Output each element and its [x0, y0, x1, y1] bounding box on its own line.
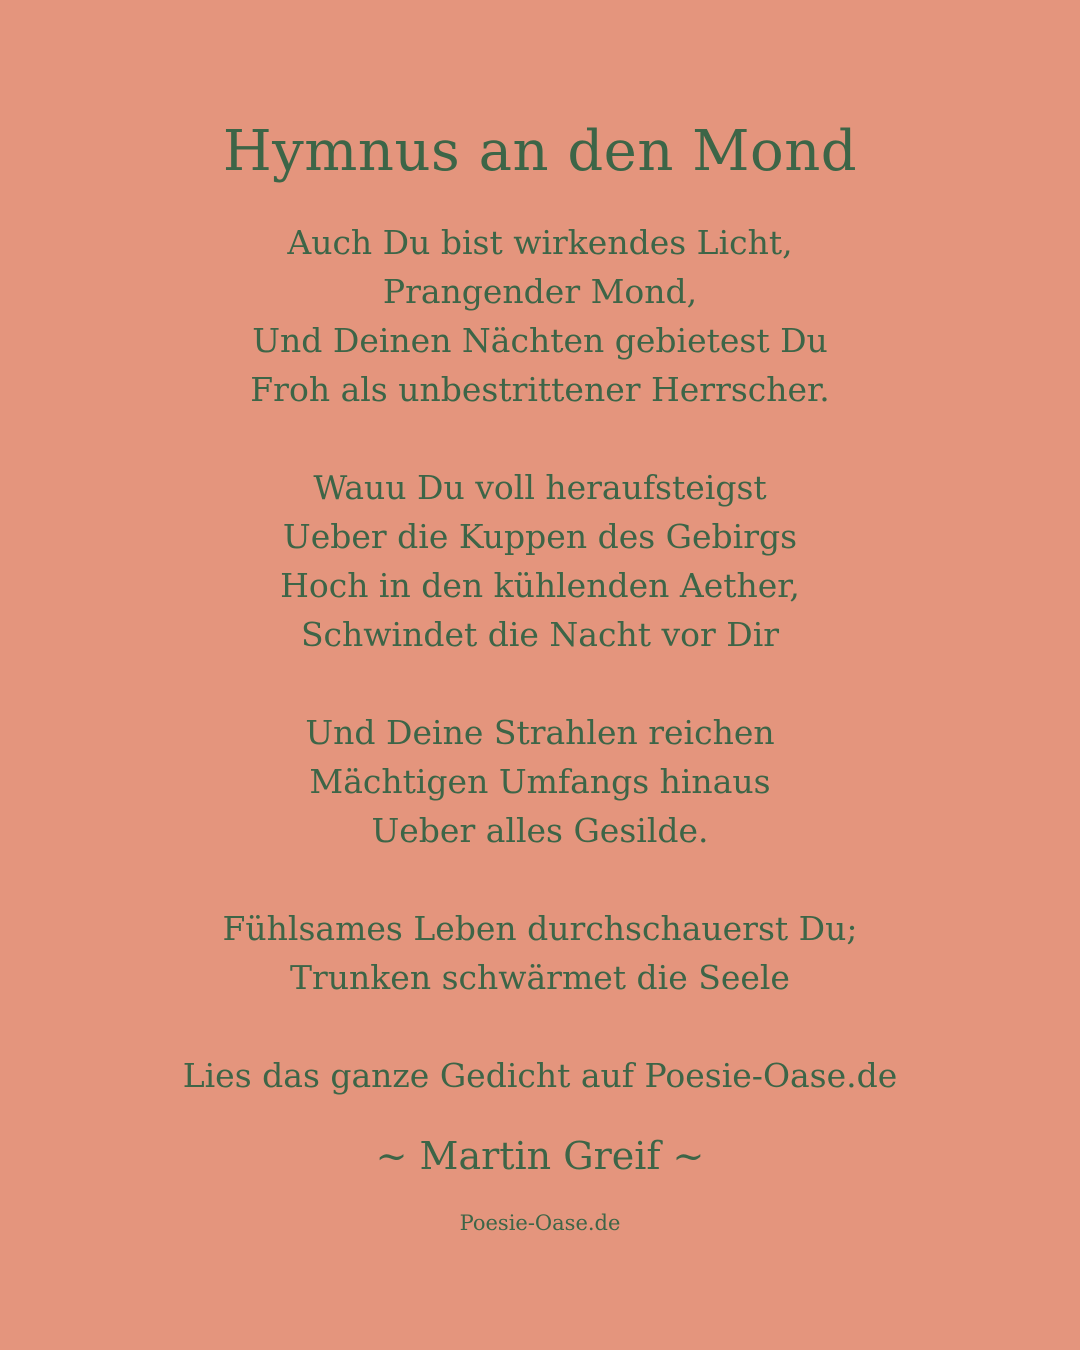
poem-line: Trunken schwärmet die Seele: [290, 958, 790, 997]
poem-line: Prangender Mond,: [382, 272, 698, 311]
poem-title: Hymnus an den Mond: [222, 119, 858, 184]
read-full-poem-text: Lies das ganze Gedicht auf Poesie-Oase.de: [182, 1056, 898, 1095]
stanza-4: [0, 904, 1080, 1002]
stanza-2: [0, 463, 1080, 659]
poem-line: Und Deinen Nächten gebietest Du: [252, 321, 828, 360]
poem-line: Hoch in den kühlenden Aether,: [280, 566, 800, 605]
poem-line: Fühlsames Leben durchschauerst Du;: [222, 909, 858, 948]
poem-line: Froh als unbestrittener Herrscher.: [250, 370, 830, 409]
poem-line: Schwindet die Nacht vor Dir: [300, 615, 780, 654]
stanza-1: [0, 218, 1080, 414]
website-credit: Poesie-Oase.de: [459, 1211, 621, 1235]
stanza-3: [0, 708, 1080, 855]
poem-line: Auch Du bist wirkendes Licht,: [287, 223, 793, 262]
poem-line: Ueber die Kuppen des Gebirgs: [282, 517, 798, 556]
poem-line: Wauu Du voll heraufsteigst: [313, 468, 767, 507]
author-name: ~ Martin Greif ~: [375, 1134, 705, 1178]
poem-line: Und Deine Strahlen reichen: [305, 713, 775, 752]
poem-line: Ueber alles Gesilde.: [371, 811, 709, 850]
poem-line: Mächtigen Umfangs hinaus: [309, 762, 771, 801]
